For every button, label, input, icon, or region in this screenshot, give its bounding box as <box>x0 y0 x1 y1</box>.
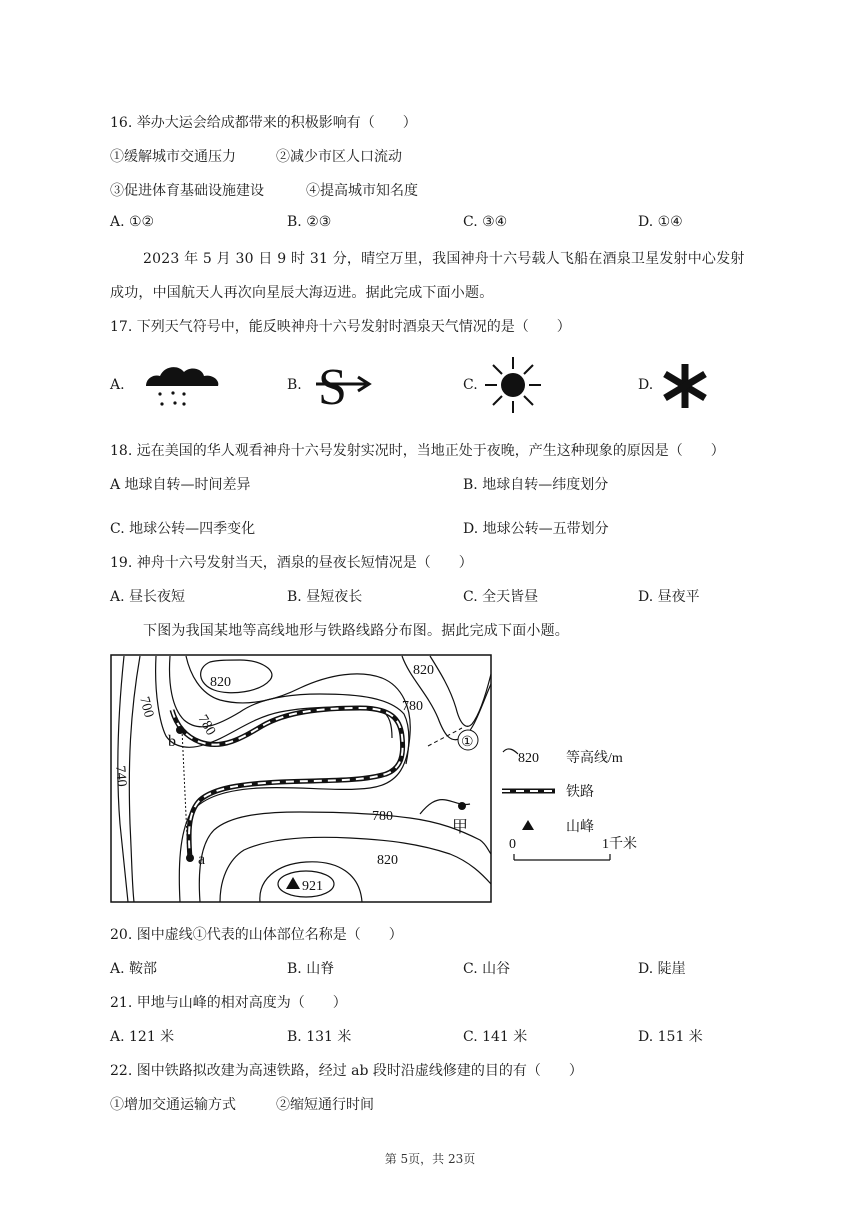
q20-option-d[interactable]: D. 陡崖 <box>638 961 686 977</box>
q17-option-d[interactable]: D. <box>638 377 654 393</box>
q19-stem: 19. 神舟十六号发射当天，酒泉的昼夜长短情况是（ ） <box>110 555 473 571</box>
q21-option-d[interactable]: D. 151 米 <box>638 1029 703 1045</box>
point-b <box>176 726 184 734</box>
contour-map <box>110 654 650 904</box>
q19-option-c[interactable]: C. 全天皆昼 <box>463 589 539 605</box>
q21-option-c[interactable]: C. 141 米 <box>463 1029 528 1045</box>
q20-option-c[interactable]: C. 山谷 <box>463 961 511 977</box>
sunny-icon <box>483 355 543 415</box>
point-jia <box>458 802 466 810</box>
q16-item-1: ①缓解城市交通压力 <box>110 149 236 165</box>
q16-item-2: ②减少市区人口流动 <box>276 149 402 165</box>
svg-text:S: S <box>318 359 347 410</box>
passage-2: 下图为我国某地等高线地形与铁路线路分布图。据此完成下面小题。 <box>143 623 569 639</box>
contour-label: 820 <box>377 853 398 868</box>
legend-contour-value: 820 <box>518 751 539 766</box>
q20-option-b[interactable]: B. 山脊 <box>287 961 335 977</box>
passage-1-line-1: 2023 年 5 月 30 日 9 时 31 分，晴空万里，我国神舟十六号载人飞船在酒泉卫星发射中心发射 <box>143 251 745 267</box>
snow-icon <box>660 362 710 410</box>
q20-stem: 20. 图中虚线①代表的山体部位名称是（ ） <box>110 927 403 943</box>
q18-option-b[interactable]: B. 地球自转—纬度划分 <box>463 477 609 493</box>
q22-stem: 22. 图中铁路拟改建为高速铁路，经过 ab 段时沿虚线修建的目的有（ ） <box>110 1063 583 1079</box>
contour-label: 780 <box>402 699 423 714</box>
q18-option-c[interactable]: C. 地球公转—四季变化 <box>110 521 256 537</box>
peak-label: 921 <box>302 879 323 894</box>
q22-item-2: ②缩短通行时间 <box>276 1097 374 1113</box>
q19-option-a[interactable]: A. 昼长夜短 <box>110 589 186 605</box>
q16-stem: 16. 举办大运会给成都带来的积极影响有（ ） <box>110 115 417 131</box>
legend-peak-label: 山峰 <box>566 820 594 835</box>
contour-label: 820 <box>413 663 434 678</box>
q18-option-a[interactable]: A 地球自转—时间差异 <box>110 477 251 493</box>
q20-option-a[interactable]: A. 鞍部 <box>110 961 158 977</box>
legend-railway-label: 铁路 <box>566 785 594 800</box>
q18-option-d[interactable]: D. 地球公转—五带划分 <box>463 521 609 537</box>
point-label-b: b <box>168 733 176 750</box>
q16-option-c[interactable]: C. ③④ <box>463 214 508 230</box>
contour-label: 700 <box>136 695 157 720</box>
map-frame <box>111 655 491 902</box>
q18-stem: 18. 远在美国的华人观看神舟十六号发射实况时，当地正处于夜晚，产生这种现象的原因是（ ） <box>110 443 725 459</box>
contour-label: 780 <box>372 809 393 824</box>
sleet-cloud-icon <box>142 360 222 410</box>
q19-option-d[interactable]: D. 昼夜平 <box>638 589 700 605</box>
q16-option-a[interactable]: A. ①② <box>110 214 155 230</box>
point-label-jia: 甲 <box>452 819 469 836</box>
page-footer: 第 5页，共 23页 <box>384 1152 476 1166</box>
q21-option-b[interactable]: B. 131 米 <box>287 1029 352 1045</box>
point-a <box>186 854 194 862</box>
q16-item-3: ③促进体育基础设施建设 <box>110 183 264 199</box>
q22-item-1: ①增加交通运输方式 <box>110 1097 236 1113</box>
q21-stem: 21. 甲地与山峰的相对高度为（ ） <box>110 995 347 1011</box>
q17-option-c[interactable]: C. <box>463 377 478 393</box>
sandstorm-icon <box>314 358 374 410</box>
passage-1-line-2: 成功，中国航天人再次向星辰大海迈进。据此完成下面小题。 <box>110 285 494 301</box>
q16-option-d[interactable]: D. ①④ <box>638 214 683 230</box>
contour-label: 740 <box>112 765 129 788</box>
q17-option-a[interactable]: A. <box>110 377 125 393</box>
point-label-a: a <box>198 851 206 868</box>
q17-option-b[interactable]: B. <box>287 377 302 393</box>
q21-option-a[interactable]: A. 121 米 <box>110 1029 175 1045</box>
q17-stem: 17. 下列天气符号中，能反映神舟十六号发射时酒泉天气情况的是（ ） <box>110 319 571 335</box>
legend-contour-label: 等高线/m <box>566 751 623 766</box>
q16-option-b[interactable]: B. ②③ <box>287 214 332 230</box>
circle-label-1: ① <box>461 735 474 750</box>
contour-label: 780 <box>194 712 219 739</box>
legend-contour-sample <box>503 749 518 754</box>
q19-option-b[interactable]: B. 昼短夜长 <box>287 589 363 605</box>
scale-unit: 1千米 <box>602 837 637 852</box>
scale-zero: 0 <box>509 837 516 852</box>
q16-item-4: ④提高城市知名度 <box>306 183 418 199</box>
contour-label: 820 <box>210 675 231 690</box>
legend-peak-icon <box>522 820 534 830</box>
